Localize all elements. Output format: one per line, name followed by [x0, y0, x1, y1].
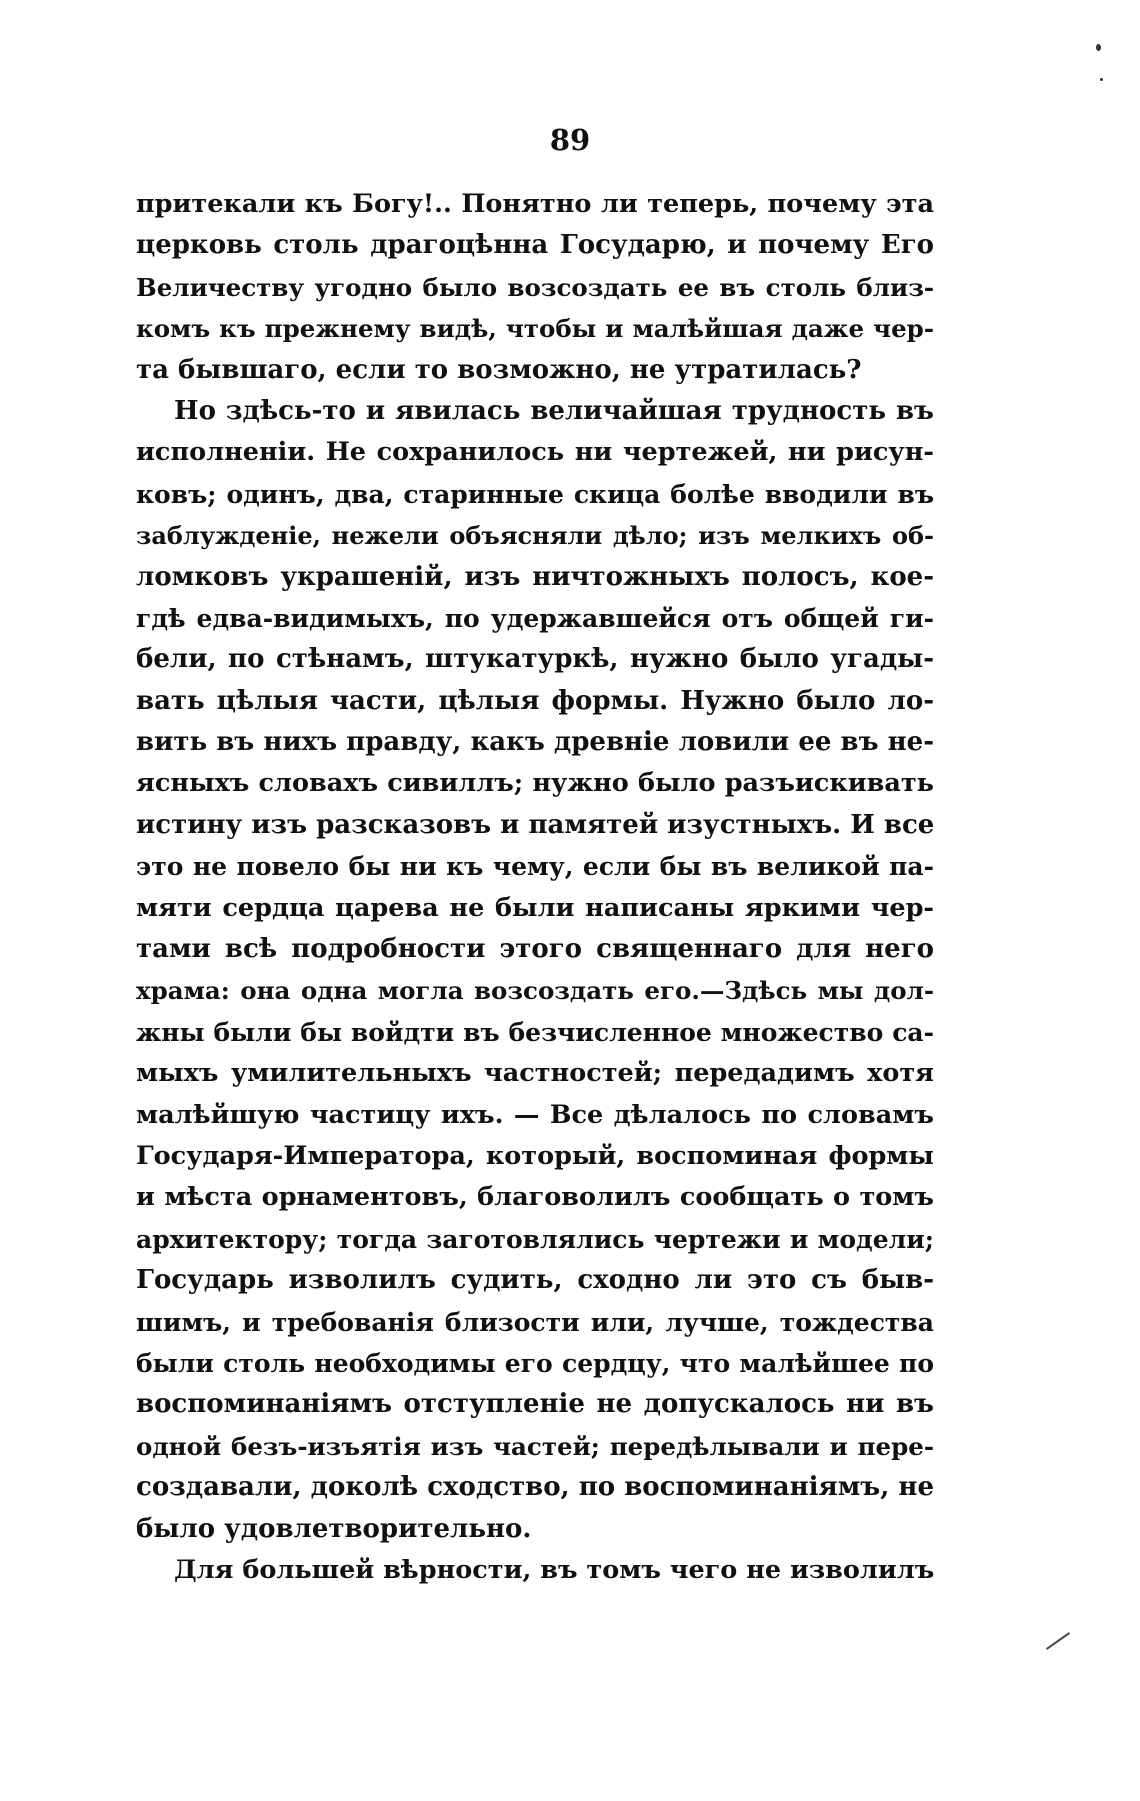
text-line: Государь изволилъ судить, сходно ли это съ быв- — [136, 1265, 934, 1296]
text-line: было удовлетворительно. — [136, 1513, 532, 1544]
text-line: исполненіи. Не сохранилось ни чертежей, ни рисун- — [136, 437, 934, 468]
text-line: шимъ, и требованія близости или, лучше, тождества — [136, 1307, 934, 1337]
text-line: жны были бы войдти въ безчисленное множество са- — [136, 1017, 934, 1047]
text-line: ломковъ украшеній, изъ ничтожныхъ полосъ, кое- — [136, 561, 934, 592]
text-line: воспоминаніямъ отступленіе не допускалось ни въ — [136, 1389, 934, 1420]
text-line: вать цѣлыя части, цѣлыя формы. Нужно было ло- — [136, 685, 934, 716]
text-line: Для большей вѣрности, въ томъ чего не изволилъ — [174, 1554, 934, 1585]
text-line: бели, по стѣнамъ, штукатуркѣ, нужно было угады- — [136, 644, 934, 675]
text-line: та бывшаго, если то возможно, не утратилась? — [136, 354, 862, 385]
text-line: и мѣста орнаментовъ, благоволилъ сообщать о томъ — [136, 1182, 934, 1213]
page-number: 89 — [549, 123, 591, 157]
text-line: заблужденіе, нежели объясняли дѣло; изъ мелкихъ об- — [136, 521, 934, 551]
text-line: тами всѣ подробности этого священнаго для него — [136, 934, 934, 965]
text-line: малѣйшую частицу ихъ. — Все дѣлалось по словамъ — [136, 1099, 934, 1130]
text-line: комъ къ прежнему видѣ, чтобы и малѣйшая даже чер- — [136, 314, 934, 344]
text-line: истину изъ разсказовъ и памятей изустныхъ. И все — [136, 809, 934, 840]
text-line: Величеству угодно было возсоздать ее въ столь близ- — [136, 272, 934, 302]
text-line: Но здѣсь-то и явилась величайшая трудность въ — [174, 395, 934, 426]
text-line: притекали къ Богу!.. Понятно ли теперь, почему эта — [136, 189, 934, 219]
scan-mark — [1046, 1632, 1070, 1650]
text-line: одной безъ-изъятія изъ частей; передѣлывали и пере- — [136, 1431, 934, 1461]
text-line: были столь необходимы его сердцу, что малѣйшее по — [136, 1348, 934, 1378]
text-line: ковъ; одинъ, два, старинные скица болѣе вводили въ — [136, 479, 934, 509]
text-line: мыхъ умилительныхъ частностей; передадимъ хотя — [136, 1058, 934, 1089]
text-line: ясныхъ словахъ сивиллъ; нужно было разъискивать — [136, 768, 934, 799]
text-line: вить въ нихъ правду, какъ древніе ловили ее въ не- — [136, 727, 934, 758]
text-line: гдѣ едва-видимыхъ, по удержавшейся отъ общей ги- — [136, 603, 934, 633]
text-line: Государя-Императора, который, воспоминая формы — [136, 1140, 934, 1171]
body-text — [136, 184, 934, 1591]
text-line: мяти сердца царева не были написаны яркими чер- — [136, 892, 934, 923]
text-line: это не повело бы ни къ чему, если бы въ великой па- — [136, 852, 934, 882]
text-line: создавали, доколѣ сходство, по воспоминаніямъ, не — [136, 1472, 934, 1503]
text-line: архитектору; тогда заготовлялись чертежи и модели; — [136, 1224, 934, 1254]
scan-speck — [1096, 44, 1101, 51]
scan-speck — [1100, 78, 1103, 81]
text-line: храма: она одна могла возсоздать его.—Здѣсь мы дол- — [136, 976, 934, 1006]
text-line: церковь столь драгоцѣнна Государю, и почему Его — [136, 230, 934, 261]
